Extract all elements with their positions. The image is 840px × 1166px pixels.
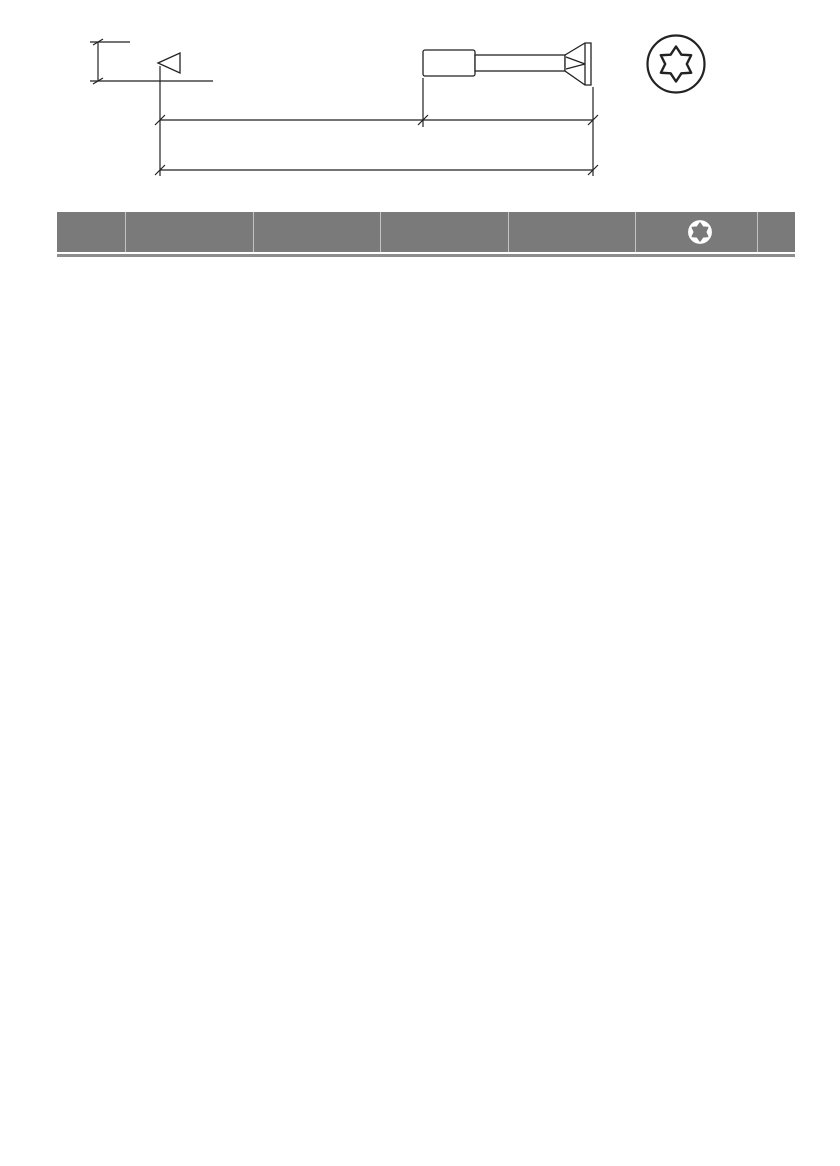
screw-shank bbox=[475, 55, 565, 71]
table-header bbox=[57, 212, 795, 252]
screw-head bbox=[565, 43, 591, 85]
screw-technical-drawing bbox=[0, 0, 840, 200]
screw-tip bbox=[158, 53, 180, 73]
header-lg bbox=[380, 212, 508, 252]
lg-dimension bbox=[155, 115, 428, 125]
spec-table bbox=[57, 212, 795, 257]
lw-dimension bbox=[155, 165, 598, 175]
dw-dimension bbox=[90, 39, 213, 84]
header-tfix bbox=[508, 212, 635, 252]
header-diameter bbox=[57, 212, 125, 252]
header-tx bbox=[635, 212, 757, 252]
tfix-dimension bbox=[423, 115, 598, 125]
header-edge bbox=[757, 212, 795, 252]
torx-drive-icon bbox=[648, 36, 705, 93]
header-code bbox=[125, 212, 253, 252]
header-dw-lw bbox=[253, 212, 380, 252]
torx-icon bbox=[687, 219, 713, 245]
knurl-section bbox=[423, 50, 475, 76]
